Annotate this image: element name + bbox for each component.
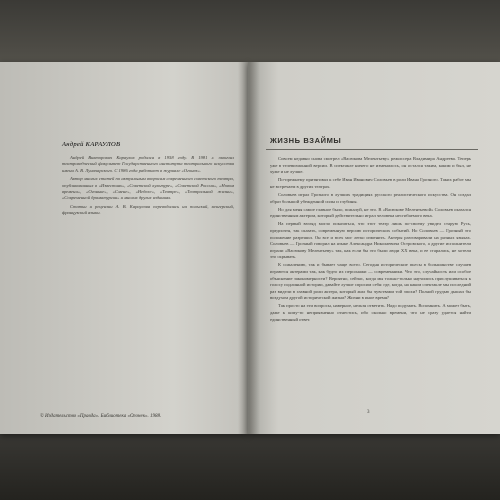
body-paragraph: Так просто на эти вопросы, наверное, нельзя ответить. Надо подумать. Вспомнить. А может быть, даже к кому-то неприязненно отнестись, ибо сколько времени, что не сразу удается найти единственный ответ. — [270, 303, 471, 322]
left-page — [0, 62, 248, 434]
body-paragraph: Совсем недавно снова смотрел «Васюкова Мелентьеву» режиссера Владимира Андреева. Теперь уже в телевизионной версии. В спектакле ничего не изменилось, он остался таким, каким и был, не хуже и не лучше. — [270, 156, 471, 175]
book-gutter — [238, 62, 260, 434]
author-bio — [62, 155, 234, 219]
body-paragraph: Но для меня самое главное было, пожалуй, не это. В «Васюкове Мелентьевой» Соловьев оказался единственным актером, который действительно играл человека несгибаемого века. — [270, 206, 471, 219]
body-paragraph: На первый взгляд могло показаться, что этот театр лишь по-своему увидел старую Русь, предпочтя, так сказать, современную версию исторических событий. Но Соловьев — Грозный это положение разрешил. Он все и всех мог легко изменить. Актеры разговаривали на разных языках. Соловьев — Грозный говорил на языке Александра Николаевича Островского, а другие исполнители играли «Васюкову Мелентьеву» так, как если бы это были люди XX века, и ее старались, не хотели это скрывать. — [270, 221, 471, 260]
body-paragraph: Соловьев играл Грозного в лучших традициях русского реалистического искусства. Он создал образ большой убежденной силы и глубины. — [270, 191, 471, 204]
bio-paragraph: Статьи и рецензии А. В. Караулова переводились на польский, венгерский, французский языки. — [62, 203, 234, 216]
body-paragraph: К сожалению, так и бывает чаще всего. Сегодня исторические пьесы в большинстве случаев играются актерами так, как будто их персонажи — современники. Что это, случайность или особое объяснение закономерности? Вероятно, сейчас, когда мы только-только научились прислушиваться к голосу подлинной истории, давайте лучше спросим себя: где, когда, на каком спектакле мы последний раз видели в главной роли актера, который жил бы чувствами той эпохи? Полной грудью дышал бы воздухом другой исторической жизни? Жизни в иное время? — [270, 262, 471, 301]
bio-paragraph: Андрей Викторович Караулов родился в 1958 году. В 1981 г. окончил театроведческий факультет Государственного института театрального искусства имени А. В. Луначарского. С 1986 года работает в журнале «Огонек». — [62, 155, 234, 173]
chapter-title: ЖИЗНЬ ВЗАЙМЫ — [270, 136, 342, 145]
body-paragraph: По-прежнему притягивал к себе Иван Иванович Соловьев в роли Ивана Грозного. Таких работ мы не встречаем в других театрах. — [270, 177, 471, 189]
background-bottom — [0, 430, 500, 500]
chapter-body — [270, 156, 471, 325]
background-top — [0, 0, 500, 70]
page-number: 3 — [367, 410, 370, 415]
copyright-line: © Издательство «Правда». Библиотека «Огонек». 1988. — [40, 414, 162, 419]
bio-paragraph: Автор многих статей по актуальным вопросам современного советского театра, опубликованных в «Известиях», «Советской культуре», «Советской России», «Новом времени», «Огоньке», «Смене», «Неделе», «Театре», «Театральной жизни», «Современной драматургии» и многих других изданиях. — [62, 176, 234, 201]
author-name: Андрей КАРАУЛОВ — [62, 141, 121, 148]
title-rule — [266, 149, 478, 150]
